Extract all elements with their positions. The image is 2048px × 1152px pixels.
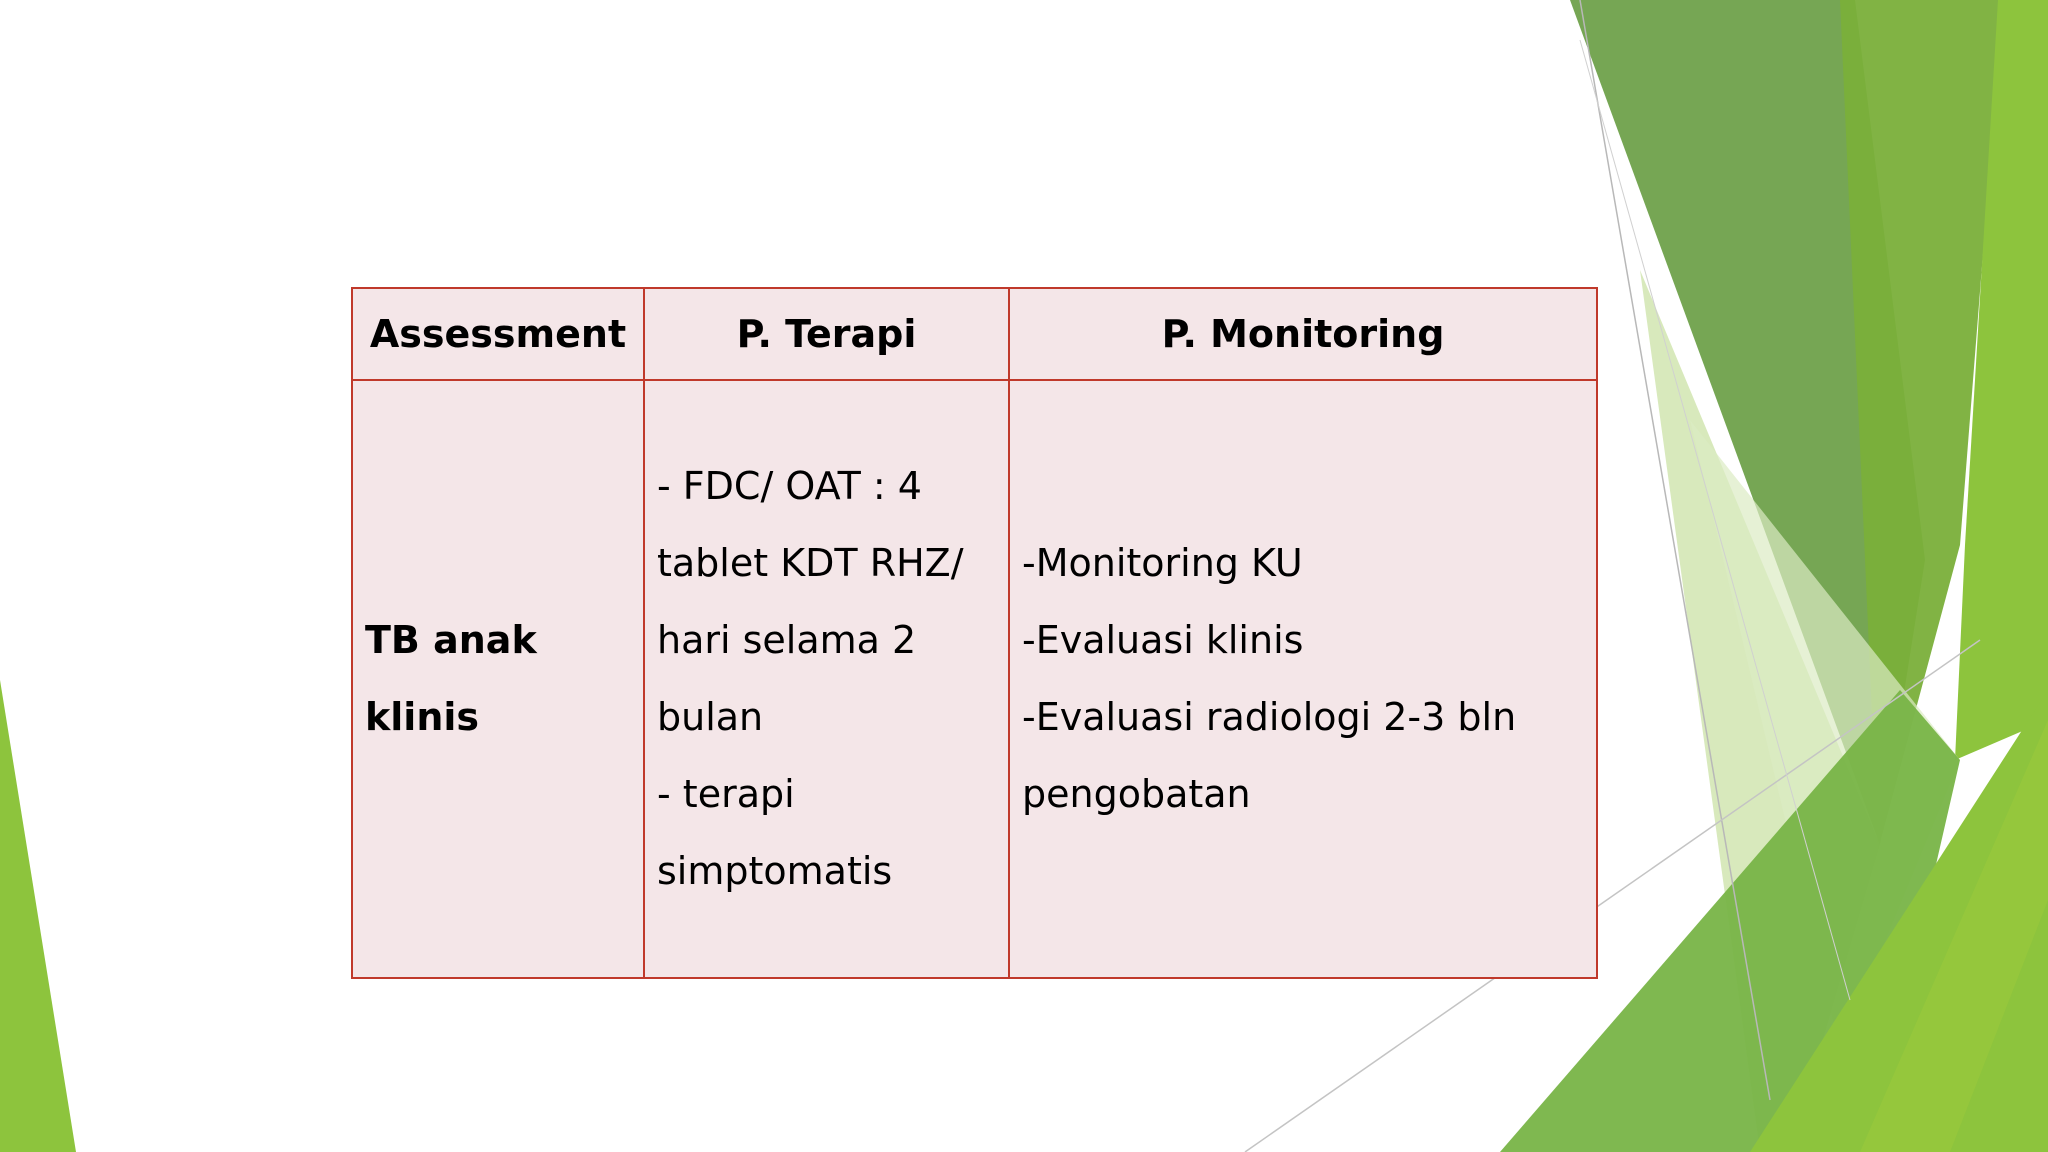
terapi-line: bulan <box>657 695 764 739</box>
assessment-line: TB anak <box>365 618 537 662</box>
monitoring-line: -Monitoring KU <box>1022 541 1303 585</box>
header-monitoring: P. Monitoring <box>1009 288 1597 380</box>
assessment-line: klinis <box>365 695 480 739</box>
terapi-line: simptomatis <box>657 849 893 893</box>
header-terapi: P. Terapi <box>644 288 1009 380</box>
terapi-line: tablet KDT RHZ/ <box>657 541 964 585</box>
table-header-row <box>352 288 1597 380</box>
cell-terapi <box>644 380 1009 978</box>
monitoring-line: -Evaluasi radiologi 2-3 bln <box>1022 695 1517 739</box>
monitoring-line: pengobatan <box>1022 772 1251 816</box>
table-row <box>352 380 1597 978</box>
assessment-text <box>365 602 633 756</box>
cell-monitoring <box>1009 380 1597 978</box>
cell-assessment <box>352 380 644 978</box>
monitoring-line: -Evaluasi klinis <box>1022 618 1304 662</box>
terapi-line: hari selama 2 <box>657 618 917 662</box>
terapi-line: - terapi <box>657 772 795 816</box>
soap-table <box>351 287 1598 979</box>
header-assessment: Assessment <box>352 288 644 380</box>
left-green-wedge <box>0 680 76 1152</box>
terapi-line: - FDC/ OAT : 4 <box>657 464 922 508</box>
soap-table-container <box>351 287 1596 979</box>
